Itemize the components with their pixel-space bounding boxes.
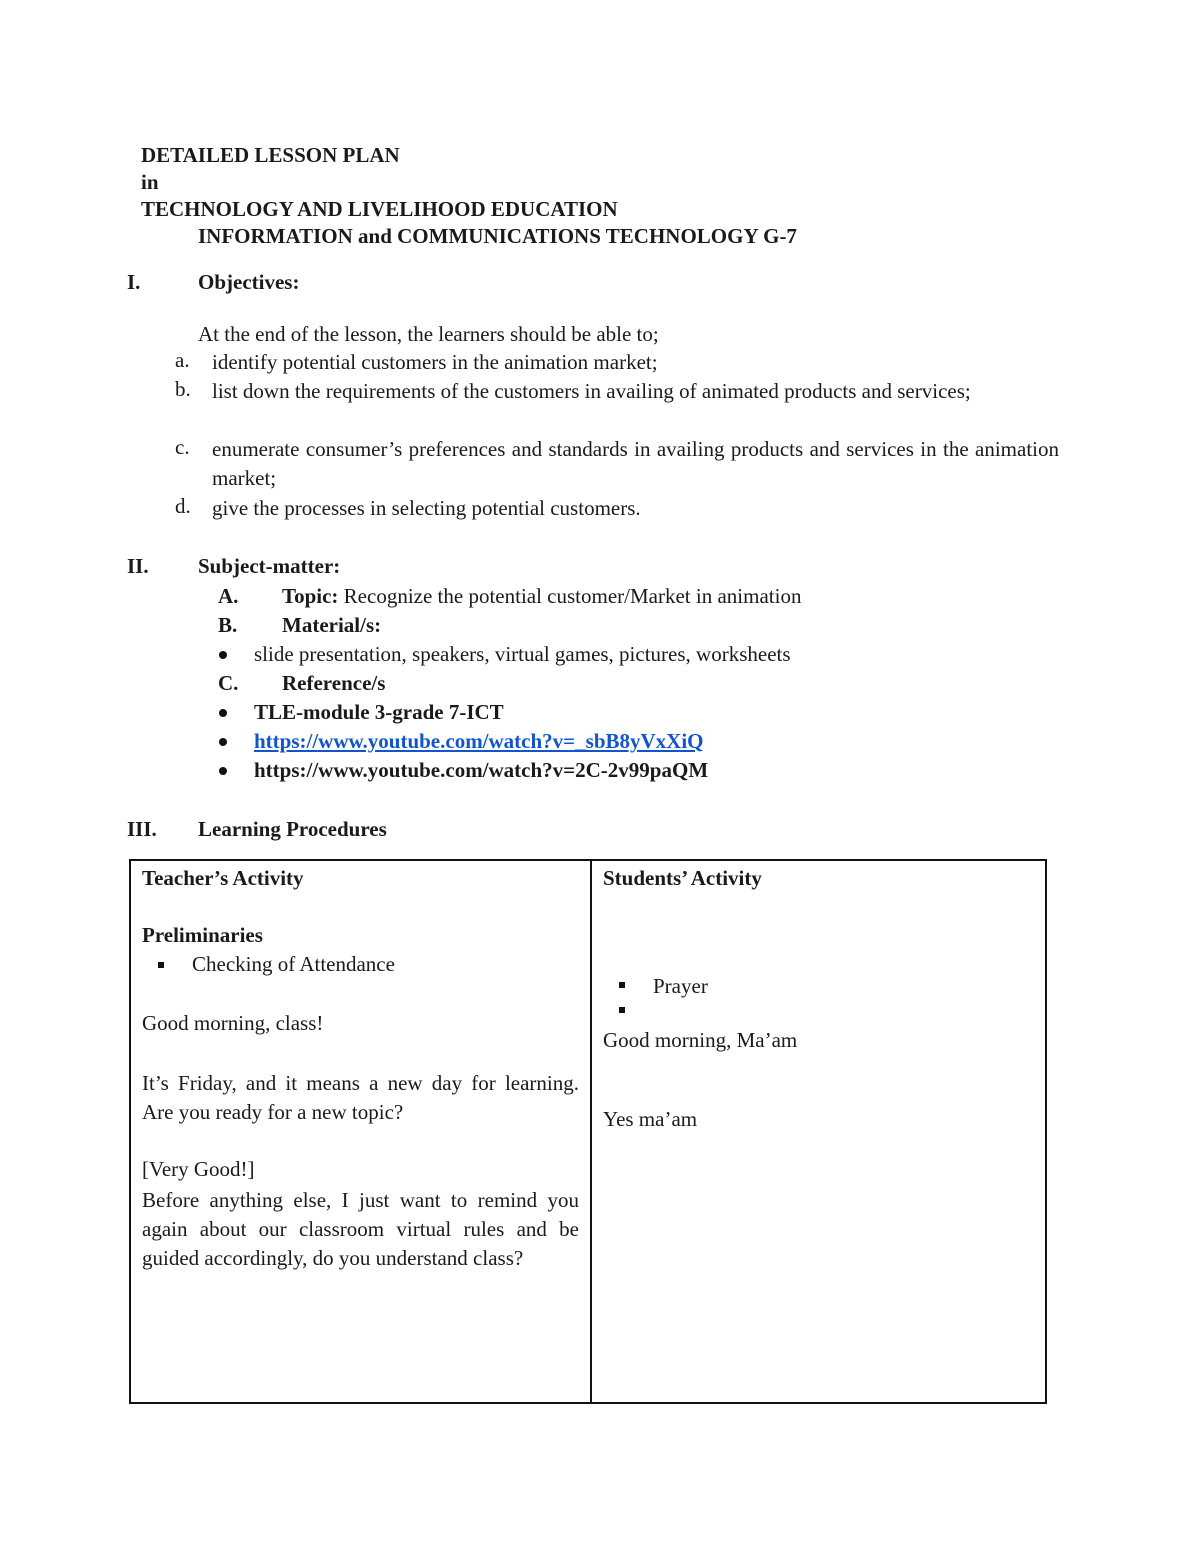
- teacher-greeting: Good morning, class!: [142, 1011, 324, 1035]
- teacher-remind-text: Before anything else, I just want to remind you again about our classroom virtual rules and be guided accordingly, do you understand class?: [142, 1188, 579, 1270]
- students-activity-header: Students’ Activity: [603, 866, 762, 890]
- square-bullet-icon: [158, 962, 164, 968]
- title-line-1: DETAILED LESSON PLAN: [141, 143, 400, 167]
- students-yes: Yes ma’am: [603, 1107, 698, 1131]
- objective-label: d.: [175, 494, 191, 518]
- objectives-intro: At the end of the lesson, the learners should be able to;: [198, 322, 659, 346]
- objective-item-b: [175, 377, 1059, 406]
- reference-link-1[interactable]: https://www.youtube.com/watch?v=_sbB8yVxXiQ: [254, 729, 704, 753]
- materials-text: slide presentation, speakers, virtual games, pictures, worksheets: [254, 642, 791, 666]
- objective-item-c: [175, 435, 1059, 493]
- section-title-procedures: Learning Procedures: [198, 817, 387, 841]
- students-greeting: Good morning, Ma’am: [603, 1028, 798, 1052]
- objective-item-a: [175, 348, 1059, 377]
- materials-label: Material/s:: [282, 613, 382, 637]
- objective-label: c.: [175, 435, 190, 459]
- topic-label: Topic:: [282, 584, 339, 608]
- section-number-objectives: I.: [127, 270, 141, 294]
- teacher-activity-cell: [130, 860, 591, 1403]
- objective-label: a.: [175, 348, 190, 372]
- bullet-icon: [219, 767, 227, 775]
- procedures-table: [129, 859, 1047, 1404]
- section-title-objectives: Objectives:: [198, 270, 300, 294]
- topic-line: [282, 584, 801, 609]
- bullet-icon: [219, 651, 227, 659]
- objective-text: list down the requirements of the customers in availing of animated products and services;: [212, 379, 971, 403]
- objective-text: enumerate consumer’s preferences and standards in availing products and services in the animation market;: [212, 437, 1059, 490]
- square-bullet-icon: [619, 982, 625, 988]
- checking-attendance: Checking of Attendance: [192, 952, 395, 976]
- bullet-icon: [219, 738, 227, 746]
- title-line-3: TECHNOLOGY AND LIVELIHOOD EDUCATION: [141, 197, 618, 221]
- topic-text: Recognize the potential customer/Market in animation: [343, 584, 802, 608]
- reference-link-2: https://www.youtube.com/watch?v=2C-2v99paQM: [254, 758, 709, 782]
- references-letter: C.: [218, 671, 239, 695]
- objective-text: identify potential customers in the animation market;: [212, 350, 658, 374]
- materials-letter: B.: [218, 613, 238, 637]
- reference-module: TLE-module 3-grade 7-ICT: [254, 700, 504, 724]
- bullet-icon: [219, 709, 227, 717]
- title-line-2: in: [141, 170, 159, 194]
- objective-label: b.: [175, 377, 191, 401]
- objective-item-d: [175, 494, 1059, 523]
- section-number-subject: II.: [127, 554, 149, 578]
- teacher-activity-header: Teacher’s Activity: [142, 866, 304, 890]
- teacher-friday-text: It’s Friday, and it means a new day for learning. Are you ready for a new topic?: [142, 1071, 579, 1124]
- students-activity-cell: [591, 860, 1046, 1403]
- students-prayer: Prayer: [653, 974, 708, 998]
- square-bullet-icon: [619, 1007, 625, 1013]
- objective-text: give the processes in selecting potential customers.: [212, 496, 641, 520]
- references-label: Reference/s: [282, 671, 386, 695]
- teacher-very-good: [Very Good!]: [142, 1157, 255, 1181]
- title-line-4: INFORMATION and COMMUNICATIONS TECHNOLOGY G-7: [198, 224, 797, 248]
- section-title-subject: Subject-matter:: [198, 554, 341, 578]
- preliminaries-heading: Preliminaries: [142, 923, 263, 947]
- topic-letter: A.: [218, 584, 239, 608]
- section-number-procedures: III.: [127, 817, 157, 841]
